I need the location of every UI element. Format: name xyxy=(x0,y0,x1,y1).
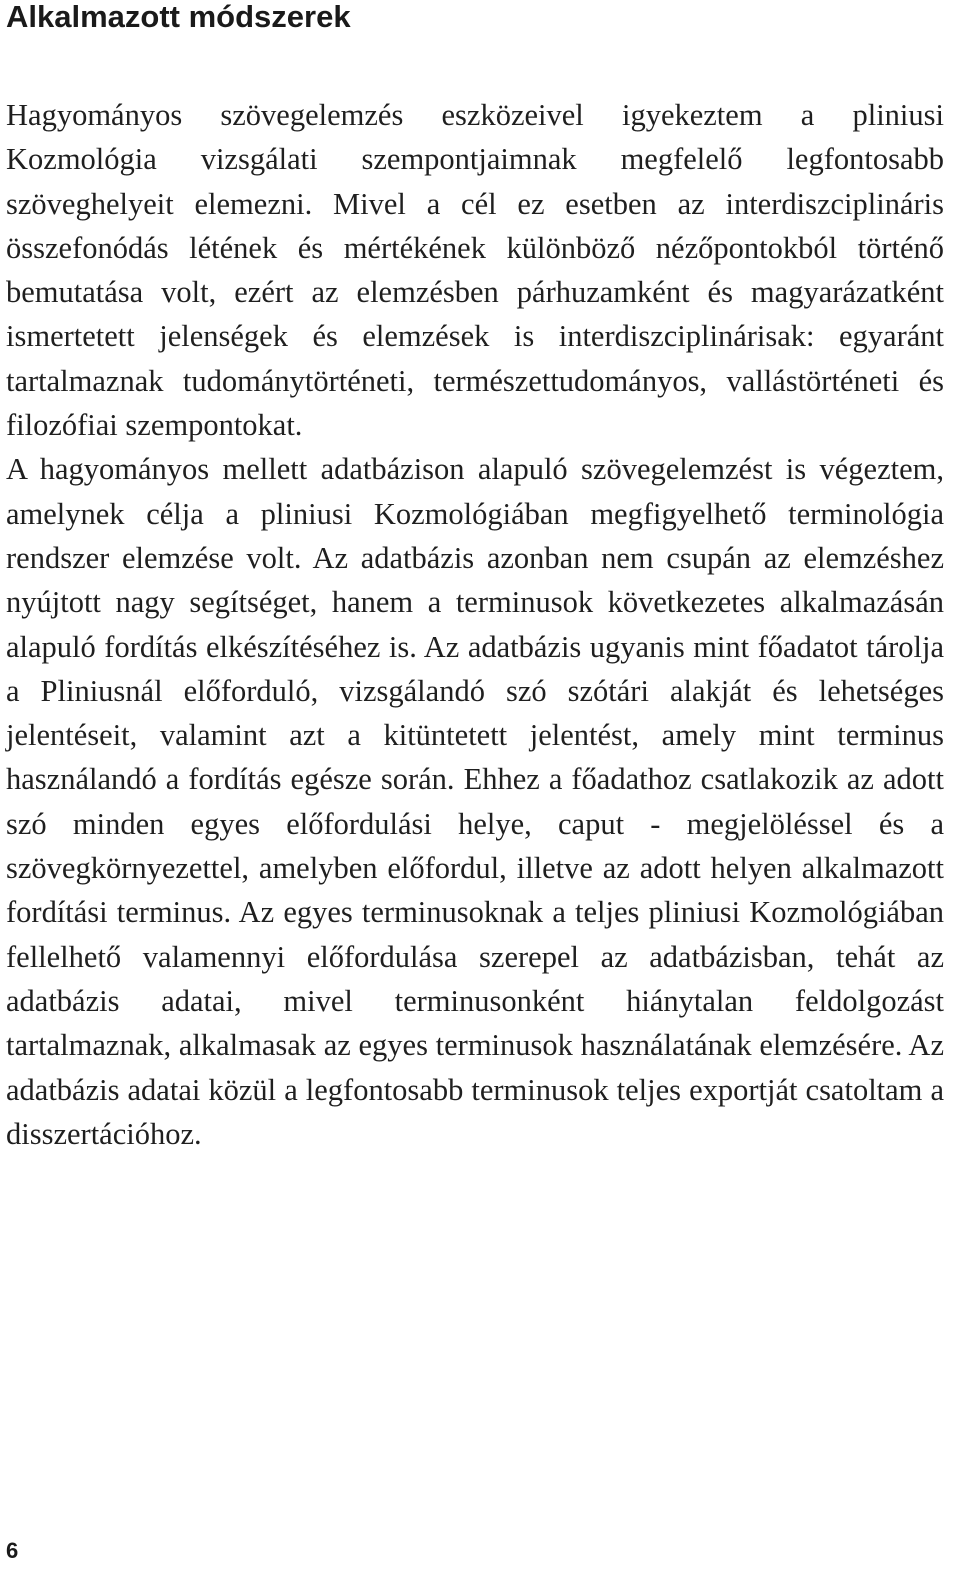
page-number: 6 xyxy=(6,1538,19,1563)
paragraph-methods-database: A hagyományos mellett adatbázison alapuló szövegelemzést is végeztem, amelynek célja a pliniusi Kozmológiában megfigyelhető terminológia rendszer elemzése volt. Az adatbázis azonban nem csupán az elemzéshez nyújtott nagy segítséget, hanem a terminusok következetes alkalmazásán alapuló fordítás elkészítéséhez is. Az adatbázis ugyanis mint főadatot tárolja a Pliniusnál előforduló, vizsgálandó szó szótári alakját és lehetséges jelentéseit, valamint azt a kitüntetett jelentést, amely mint terminus használandó a fordítás egésze során. Ehhez a főadathoz csatlakozik az adott szó minden egyes előfordulási helye, caput - megjelöléssel és a szövegkörnyezettel, amelyben előfordul, illetve az adott helyen alkalmazott fordítási terminus. Az egyes terminusoknak a teljes pliniusi Kozmológiában fellelhető valamennyi előfordulása szerepel az adatbázisban, tehát az adatbázis adatai, mivel terminusonként hiánytalan feldolgozást tartalmaznak, alkalmasak az egyes terminusok használatának elemzésére. Az adatbázis adatai közül a legfontosabb terminusok teljes exportját csatoltam a disszertációhoz. xyxy=(6,452,944,1151)
body-text xyxy=(6,93,944,1156)
paragraph-methods-traditional: Hagyományos szövegelemzés eszközeivel igyekeztem a pliniusi Kozmológia vizsgálati szempontjaimnak megfelelő legfontosabb szöveghelyeit elemezni. Mivel a cél ez esetben az interdiszciplináris összefonódás létének és mértékének különböző nézőpontokból történő bemutatása volt, ezért az elemzésben párhuzamként és magyarázatként ismertetett jelenségek és elemzések is interdiszciplinárisak: egyaránt tartalmaznak tudománytörténeti, természettudományos, vallástörténeti és filozófiai szempontokat. xyxy=(6,98,944,443)
section-heading: Alkalmazott módszerek xyxy=(6,0,351,34)
